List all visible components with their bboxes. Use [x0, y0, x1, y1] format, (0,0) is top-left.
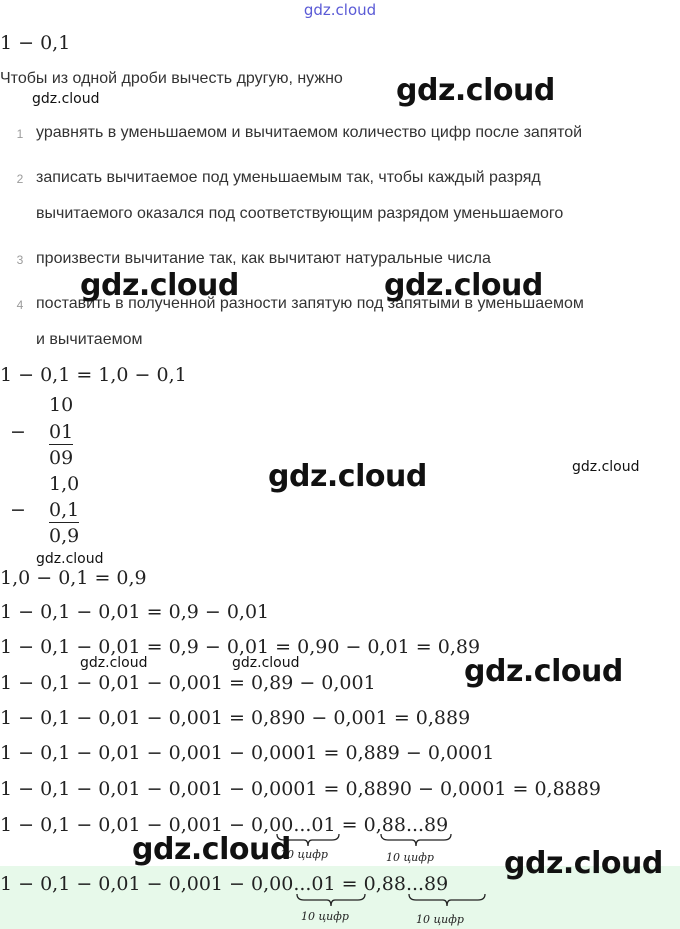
watermark: gdz.cloud — [504, 846, 663, 881]
column-minus: − — [10, 499, 26, 521]
step-text: поставить в полученной разности запятую под запятыми в уменьшаемом — [36, 295, 584, 312]
step-text: уравнять в уменьшаемом и вычитаемом количество цифр после запятой — [36, 124, 583, 141]
watermark: gdz.cloud — [232, 655, 300, 671]
equation-prefix: 1 − 0,1 − 0,01 − 0,001 − 0, — [0, 814, 270, 836]
column-top: 1,0 — [49, 473, 80, 495]
brace-label: 10 цифр — [386, 851, 434, 864]
step-number: 4 — [16, 298, 24, 312]
braced-digits: 88...89 — [381, 873, 449, 895]
expression-title: 1 − 0,1 — [0, 32, 71, 54]
step-text: произвести вычитание так, как вычитают натуральные числа — [36, 250, 491, 267]
answer-equation — [0, 873, 448, 895]
brace-icon — [380, 833, 452, 847]
equation: 1 − 0,1 − 0,01 = 0,9 − 0,01 = 0,90 − 0,01 = 0,89 — [0, 636, 481, 658]
brace-label: 10 цифр — [280, 848, 328, 861]
watermark: gdz.cloud — [80, 268, 239, 303]
equation-prefix: 1 − 0,1 − 0,01 − 0,001 − 0, — [0, 873, 270, 895]
equation: 1 − 0,1 − 0,01 − 0,001 − 0,0001 = 0,889 − 0,0001 — [0, 742, 495, 764]
equation: 1 − 0,1 − 0,01 − 0,001 − 0,0001 = 0,8890 − 0,0001 = 0,8889 — [0, 778, 601, 800]
watermark: gdz.cloud — [80, 655, 148, 671]
equation: 1 − 0,1 − 0,01 = 0,9 − 0,01 — [0, 601, 270, 623]
step-text: и вычитаемом — [36, 331, 143, 348]
step-number: 3 — [16, 253, 24, 267]
equation: 1,0 − 0,1 = 0,9 — [0, 567, 147, 589]
brace-label: 10 цифр — [416, 913, 464, 926]
column-result: 09 — [49, 447, 74, 469]
braced-digits: 00...01 — [269, 814, 336, 836]
watermark: gdz.cloud — [32, 91, 100, 107]
step-number: 2 — [16, 172, 24, 186]
brace-icon — [408, 893, 486, 907]
braced-digits: 88...89 — [381, 814, 449, 836]
step-text: записать вычитаемое под уменьшаемым так, чтобы каждый разряд — [36, 169, 541, 186]
column-subtrahend: 01 — [49, 421, 74, 443]
equation: 1 − 0,1 − 0,01 − 0,001 = 0,890 − 0,001 = 0,889 — [0, 707, 471, 729]
braced-digits: 00...01 — [269, 873, 336, 895]
brace-label: 10 цифр — [301, 910, 349, 923]
equation: 1 − 0,1 = 1,0 − 0,1 — [0, 364, 187, 386]
watermark: gdz.cloud — [572, 459, 640, 475]
column-result: 0,9 — [49, 525, 80, 547]
watermark: gdz.cloud — [396, 73, 555, 108]
step-number: 1 — [16, 127, 24, 141]
step-text: вычитаемого оказался под соответствующим разрядом уменьшаемого — [36, 205, 564, 222]
watermark: gdz.cloud — [132, 832, 291, 867]
column-subtrahend: 0,1 — [49, 499, 80, 521]
watermark: gdz.cloud — [464, 654, 623, 689]
column-top: 10 — [49, 394, 74, 416]
watermark: gdz.cloud — [384, 268, 543, 303]
watermark: gdz.cloud — [36, 551, 104, 567]
equation: 1 − 0,1 − 0,01 − 0,001 = 0,89 − 0,001 — [0, 672, 376, 694]
brace-icon — [296, 893, 366, 907]
intro-text: Чтобы из одной дроби вычесть другую, нужно — [0, 70, 343, 87]
watermark: gdz.cloud — [268, 459, 427, 494]
equation-middle: = 0, — [335, 873, 382, 895]
watermark-top: gdz.cloud — [303, 1, 377, 19]
equation-middle: = 0, — [335, 814, 382, 836]
column-minus: − — [10, 421, 26, 443]
